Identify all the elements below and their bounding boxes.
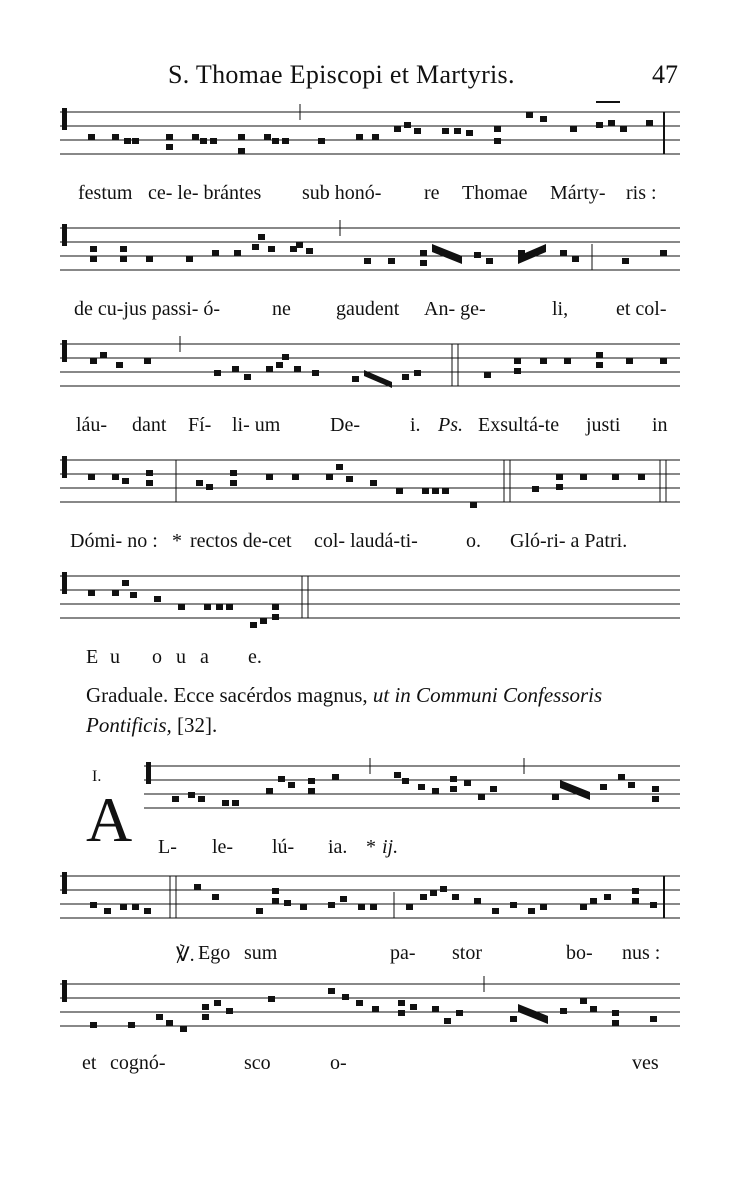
page-header	[0, 60, 746, 94]
lyric-syllable: stor	[452, 942, 482, 964]
lyric-syllable: sco	[244, 1052, 271, 1074]
chant-system-6	[0, 752, 746, 862]
lyric-asterisk: *	[366, 836, 376, 858]
chant-system-2	[0, 214, 746, 324]
lyric-syllable: L-	[158, 836, 177, 858]
lyric-syllable: Thomae	[462, 182, 528, 204]
graduale-rubric	[86, 680, 686, 740]
lyric-syllable: et col-	[616, 298, 667, 320]
lyric-syllable: Fí-	[188, 414, 212, 436]
lyric-syllable: An- ge-	[424, 298, 486, 320]
lyric-syllable: e.	[248, 646, 262, 668]
graduale-reference: ut in Communi Confessoris	[372, 683, 603, 707]
lyric-syllable: festum	[78, 182, 133, 204]
lyric-syllable: ce- le- brántes	[148, 182, 262, 204]
lyric-syllable: de cu-jus passi- ó-	[74, 298, 221, 320]
lyric-syllable: li,	[552, 298, 569, 320]
page-title: S. Thomae Episcopi et Martyris.	[168, 60, 515, 89]
lyric-syllable: et	[82, 1052, 97, 1074]
lyric-syllable: in	[652, 414, 668, 436]
lyric-syllable: justi	[586, 414, 621, 436]
chant-staff	[0, 214, 746, 284]
lyric-psalm-abbrev: Ps.	[438, 414, 463, 436]
lyric-syllable: Dómi- no :	[70, 530, 158, 552]
page-number: 47	[652, 60, 678, 89]
lyric-syllable: u	[176, 646, 186, 668]
chant-system-7	[0, 862, 746, 972]
lyric-versicle: ℣.	[176, 944, 195, 966]
lyric-syllable: i.	[410, 414, 421, 436]
lyric-syllable: láu-	[76, 414, 108, 436]
lyric-syllable: lú-	[272, 836, 295, 858]
chant-system-5	[0, 562, 746, 672]
lyric-syllable: li- um	[232, 414, 281, 436]
lyric-syllable: gaudent	[336, 298, 400, 320]
lyric-syllable: ris :	[626, 182, 657, 204]
lyric-syllable: ne	[272, 298, 291, 320]
lyric-syllable: rectos de-cet	[190, 530, 292, 552]
lyric-syllable: o-	[330, 1052, 347, 1074]
chant-staff	[0, 862, 746, 932]
lyric-syllable: Ego	[198, 942, 231, 964]
chant-staff	[0, 562, 746, 632]
chant-staff	[0, 330, 746, 400]
lyric-syllable: ves	[632, 1052, 659, 1074]
graduale-label: Graduale.	[86, 683, 169, 707]
lyric-syllable: sub honó-	[302, 182, 382, 204]
lyric-syllable: pa-	[390, 942, 416, 964]
verse-number: I.	[92, 768, 102, 785]
lyric-syllable: De-	[330, 414, 360, 436]
lyric-syllable: Exsultá-te	[478, 414, 560, 436]
chant-system-8	[0, 970, 746, 1080]
lyric-syllable: u	[110, 646, 120, 668]
chant-staff	[0, 98, 746, 168]
chant-staff	[0, 752, 746, 822]
chant-system-1	[0, 98, 746, 208]
chant-staff	[0, 970, 746, 1040]
lyric-syllable: re	[424, 182, 440, 204]
lyric-syllable: nus :	[622, 942, 661, 964]
lyric-syllable: col- laudá-ti-	[314, 530, 418, 552]
lyric-syllable: le-	[212, 836, 234, 858]
lyric-syllable: Márty-	[550, 182, 606, 204]
lyric-syllable: cognó-	[110, 1052, 166, 1074]
lyric-syllable: o	[152, 646, 162, 668]
chant-staff	[0, 446, 746, 516]
lyric-syllable: ia.	[328, 836, 348, 858]
lyric-repeat-mark: ij.	[382, 836, 399, 858]
lyric-asterisk: *	[172, 530, 182, 552]
lyric-syllable: bo-	[566, 942, 593, 964]
initial-letter: A	[86, 784, 133, 855]
graduale-text: Ecce sacérdos magnus,	[173, 683, 368, 707]
lyric-syllable: E	[86, 646, 99, 668]
graduale-reference-2: Pontificis,	[86, 713, 172, 737]
chant-system-3	[0, 330, 746, 440]
chant-system-4	[0, 446, 746, 556]
lyric-syllable: Gló-ri- a Patri.	[510, 530, 628, 552]
graduale-page-ref: [32].	[177, 713, 218, 737]
lyric-syllable: o.	[466, 530, 481, 552]
lyric-syllable: a	[200, 646, 209, 668]
lyric-syllable: dant	[132, 414, 167, 436]
lyric-syllable: sum	[244, 942, 278, 964]
